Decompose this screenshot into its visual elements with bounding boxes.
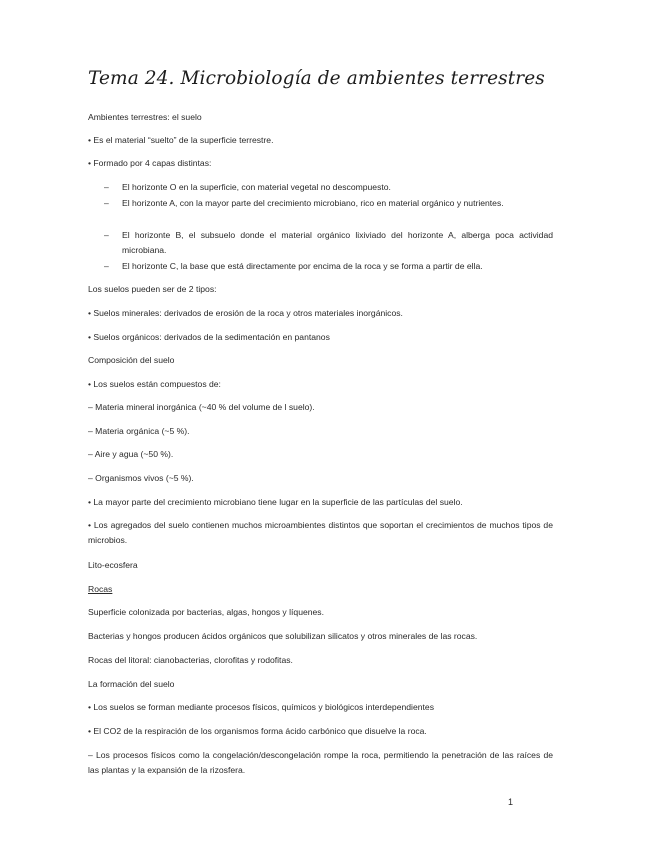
- section-heading-lito: Lito-ecosfera: [88, 560, 138, 570]
- document-title: Tema 24. Microbiología de ambientes terrestres: [88, 68, 545, 89]
- list-dash: –: [104, 230, 109, 240]
- paragraph: Rocas del litoral: cianobacterias, clorofitas y rodofitas.: [88, 655, 293, 665]
- section-heading-rocas: Rocas: [88, 584, 113, 594]
- page-number: 1: [508, 797, 514, 807]
- paragraph: • El CO2 de la respiración de los organismos forma ácido carbónico que disuelve la roca.: [88, 726, 427, 736]
- list-item-layer: El horizonte C, la base que está directamente por encima de la roca y se forma a partir de ella.: [122, 261, 483, 271]
- paragraph: • La mayor parte del crecimiento microbiano tiene lugar en la superficie de las partículas del suelo.: [88, 497, 463, 507]
- list-item: – Materia orgánica (~5 %).: [88, 426, 190, 436]
- paragraph: Bacterias y hongos producen ácidos orgánicos que solubilizan silicatos y otros minerales de las rocas.: [88, 631, 478, 641]
- list-item-layer: El horizonte B, el subsuelo donde el material orgánico lixiviado del horizonte A, alberga poca actividad microbiana.: [122, 230, 553, 255]
- list-item-layer: El horizonte O en la superficie, con material vegetal no descompuesto.: [122, 182, 391, 192]
- list-item: – Aire y agua (~50 %).: [88, 449, 174, 459]
- paragraph: Superficie colonizada por bacterias, algas, hongos y líquenes.: [88, 607, 324, 617]
- list-dash: –: [104, 198, 109, 208]
- section-heading-soil: Ambientes terrestres: el suelo: [88, 112, 202, 122]
- paragraph: • Suelos orgánicos: derivados de la sedimentación en pantanos: [88, 332, 330, 342]
- list-dash: –: [104, 182, 109, 192]
- list-dash: –: [104, 261, 109, 271]
- paragraph: • Formado por 4 capas distintas:: [88, 158, 212, 168]
- list-item: – Organismos vivos (~5 %).: [88, 473, 194, 483]
- paragraph: • Suelos minerales: derivados de erosión de la roca y otros materiales inorgánicos.: [88, 308, 403, 318]
- paragraph: Los suelos pueden ser de 2 tipos:: [88, 284, 217, 294]
- paragraph: • Es el material “suelto” de la superficie terrestre.: [88, 135, 274, 145]
- paragraph: • Los agregados del suelo contienen muchos microambientes distintos que soportan el crecimientos de muchos tipos de microbios.: [88, 520, 553, 545]
- paragraph: • Los suelos se forman mediante procesos físicos, químicos y biológicos interdependientes: [88, 702, 434, 712]
- paragraph: • Los suelos están compuestos de:: [88, 379, 221, 389]
- list-item-layer: El horizonte A, con la mayor parte del crecimiento microbiano, rico en material orgánico y nutrientes.: [122, 198, 504, 208]
- section-heading-composition: Composición del suelo: [88, 355, 175, 365]
- paragraph: – Los procesos físicos como la congelación/descongelación rompe la roca, permitiendo la penetración de las raíces de las plantas y la expansión de la rizosfera.: [88, 750, 553, 775]
- list-item: – Materia mineral inorgánica (~40 % del volume de l suelo).: [88, 402, 315, 412]
- section-heading-formation: La formación del suelo: [88, 679, 175, 689]
